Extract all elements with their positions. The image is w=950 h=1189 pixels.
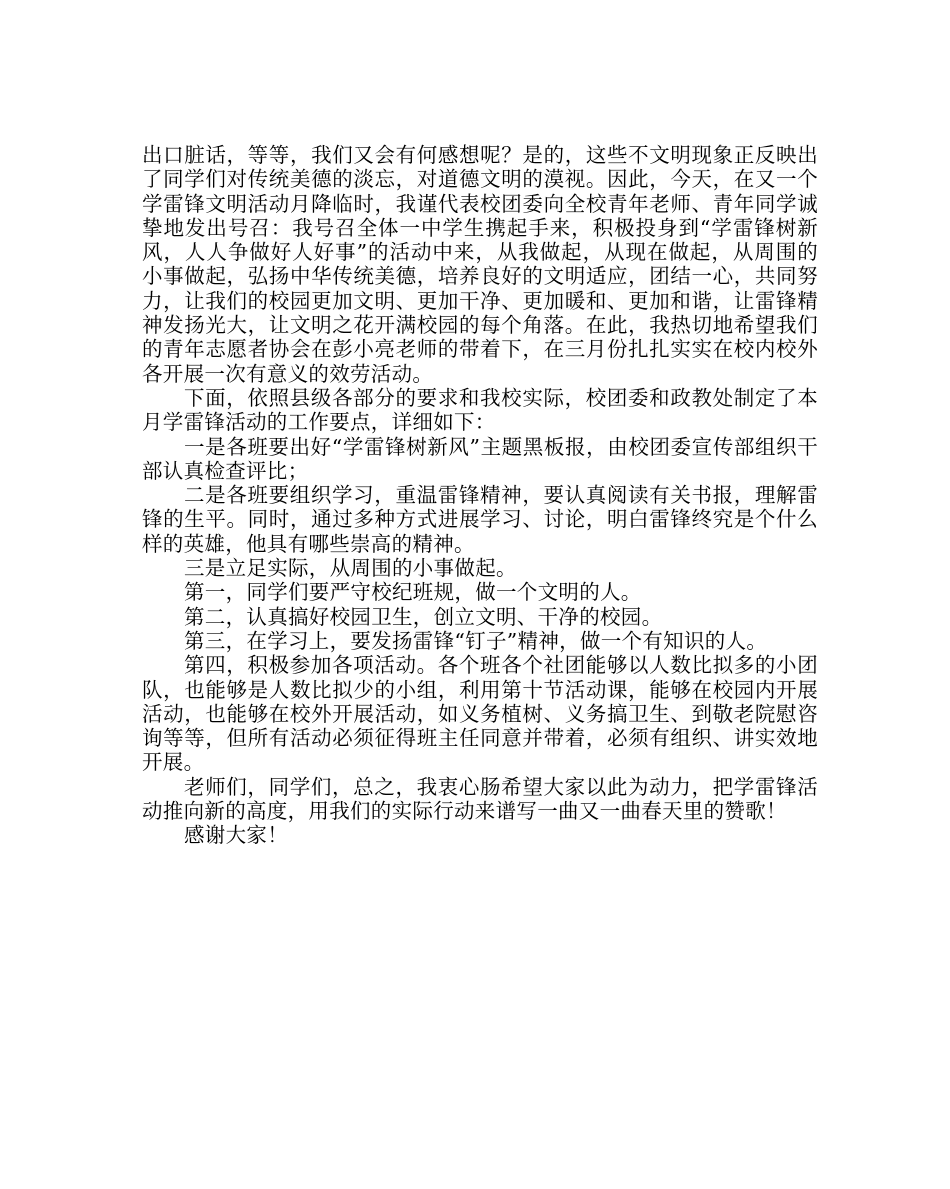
paragraph-5: 三是立足实际，从周围的小事做起。 bbox=[184, 556, 517, 581]
paragraph-9: 第四，积极参加各项活动。各个班各个社团能够以人数比拟多的小团队，也能够是人数比拟少的小组，利用第十节活动课，能够在校园内开展活动，也能够在校外开展活动，如义务植树、义务搞卫生、到敬老院慰咨询等等，但所有活动必须征得班主任同意并带着，必须有组织、讲实效地开展。 bbox=[142, 653, 818, 775]
paragraph-1: 出口脏话，等等，我们又会有何感想呢？是的，这些不文明现象正反映出了同学们对传统美德的淡忘，对道德文明的漠视。因此，今天，在又一个学雷锋文明活动月降临时，我谨代表校团委向全校青年老师、青年同学诚挚地发出号召：我号召全体一中学生携起手来，积极投身到“学雷锋树新风，人人争做好人好事”的活动中来，从我做起，从现在做起，从周围的小事做起，弘扬中华传统美德，培养良好的文明适应，团结一心，共同努力，让我们的校园更加文明、更加干净、更加暖和、更加和谐，让雷锋精神发扬光大，让文明之花开满校园的每个角落。在此，我热切地希望我们的青年志愿者协会在彭小亮老师的带着下，在三月份扎扎实实在校内校外各开展一次有意义的效劳活动。 bbox=[142, 143, 818, 386]
paragraph-2: 下面，依照县级各部分的要求和我校实际，校团委和政教处制定了本月学雷锋活动的工作要点，详细如下： bbox=[142, 385, 818, 435]
paragraph-6: 第一，同学们要严守校纪班规，做一个文明的人。 bbox=[184, 580, 642, 605]
paragraph-7: 第二，认真搞好校园卫生，创立文明、干净的校园。 bbox=[184, 604, 663, 629]
paragraph-8: 第三，在学习上，要发扬雷锋“钉子”精神，做一个有知识的人。 bbox=[184, 628, 768, 653]
paragraph-10: 老师们，同学们，总之，我衷心肠希望大家以此为动力，把学雷锋活动推向新的高度，用我们的实际行动来谱写一曲又一曲春天里的赞歌！ bbox=[142, 774, 818, 824]
document-body bbox=[142, 143, 818, 848]
paragraph-3: 一是各班要出好“学雷锋树新风”主题黑板报，由校团委宣传部组织干部认真检查评比； bbox=[142, 434, 818, 483]
paragraph-11: 感谢大家！ bbox=[184, 823, 288, 848]
paragraph-4: 二是各班要组织学习，重温雷锋精神，要认真阅读有关书报，理解雷锋的生平。同时，通过多种方式进展学习、讨论，明白雷锋终究是个什么样的英雄，他具有哪些崇高的精神。 bbox=[142, 483, 818, 556]
